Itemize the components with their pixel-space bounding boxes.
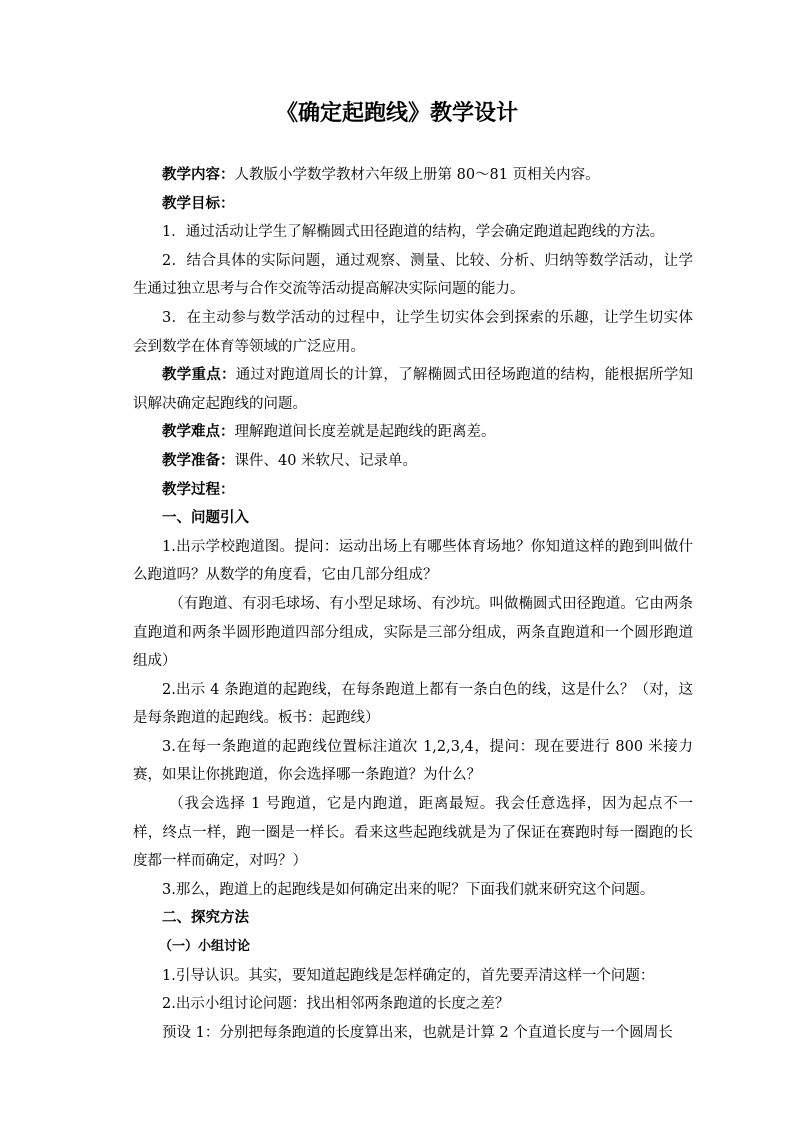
teaching-content-label: 教学内容：: [162, 166, 235, 183]
subsection-heading-1: （一）小组讨论: [159, 939, 251, 955]
key-point-text: 通过对跑道周长的计算，了解椭圆式田径场跑道的结构，能根据所学知识解决确定起跑线的问题。: [133, 367, 694, 412]
section-heading-2: 二、探究方法: [162, 909, 249, 927]
section-heading-1: 一、问题引入: [162, 509, 249, 527]
paragraph-4: 3.那么，跑道上的起跑线是如何确定出来的呢？下面我们就来研究这个问题。: [162, 881, 655, 898]
goal-1: 1．通过活动让学生了解椭圆式田径跑道的结构，学会确定跑道起跑线的方法。: [162, 224, 665, 241]
preparation-label: 教学准备：: [162, 451, 235, 469]
document-body: [133, 161, 693, 1047]
teaching-process-label: 教学过程：: [162, 480, 235, 498]
preset-1: 预设 1：分别把每条跑道的长度算出来，也就是计算 2 个直道长度与一个圆周长: [162, 1024, 673, 1041]
difficulty-label: 教学难点：: [162, 423, 235, 441]
goal-3: 3．在主动参与数学活动的过程中，让学生切实体会到探索的乐趣，让学生切实体会到数学在体育等领域的广泛应用。: [133, 309, 693, 355]
paragraph-3: 3.在每一条跑道的起跑线位置标注道次 1,2,3,4，提问：现在要进行 800 米接力赛，如果让你挑跑道，你会选择哪一条跑道？为什么？: [133, 738, 693, 784]
teaching-content-text: 人教版小学数学教材六年级上册第 80～81 页相关内容。: [234, 167, 600, 183]
teaching-goals-label: 教学目标：: [162, 194, 235, 212]
document-title: 《确定起跑线》教学设计: [275, 100, 518, 126]
difficulty-text: 理解跑道间长度差就是起跑线的距离差。: [234, 424, 496, 441]
teaching-content: [133, 161, 693, 190]
question-1: 1.引导认识。其实，要知道起跑线是怎样确定的，首先要弄清这样一个问题：: [162, 967, 655, 984]
question-2: 2.出示小组讨论问题：找出相邻两条跑道的长度之差？: [162, 996, 510, 1013]
paragraph-1: 1.出示学校跑道图。提问：运动出场上有哪些体育场地？你知道这样的跑到叫做什么跑道吗？从数学的角度看，它由几部分组成？: [133, 538, 693, 584]
paragraph-3-note: （我会选择 1 号跑道，它是内跑道，距离最短。我会任意选择，因为起点不一样，终点一样，跑一圈是一样长。看来这些起跑线就是为了保证在赛跑时每一圈跑的长度都一样而确定，对吗？）: [133, 796, 693, 870]
teaching-difficulty: [133, 418, 693, 447]
paragraph-2: 2.出示 4 条跑道的起跑线，在每条跑道上都有一条白色的线，这是什么？（对，这是每条跑道的起跑线。板书：起跑线）: [133, 681, 693, 727]
teaching-preparation: [133, 447, 693, 476]
paragraph-1-note: （有跑道、有羽毛球场、有小型足球场、有沙坑。叫做椭圆式田径跑道。它由两条直跑道和两条半圆形跑道四部分组成，实际是三部分组成，两条直跑道和一个圆形跑道组成）: [133, 595, 693, 670]
goal-2: 2．结合具体的实际问题，通过观察、测量、比较、分析、归纳等数学活动，让学生通过独立思考与合作交流等活动提高解决实际问题的能力。: [133, 252, 693, 298]
preparation-text: 课件、40 米软尺、记录单。: [234, 452, 418, 469]
key-point-label: 教学重点：: [162, 366, 236, 384]
teaching-key-point: [133, 361, 693, 418]
